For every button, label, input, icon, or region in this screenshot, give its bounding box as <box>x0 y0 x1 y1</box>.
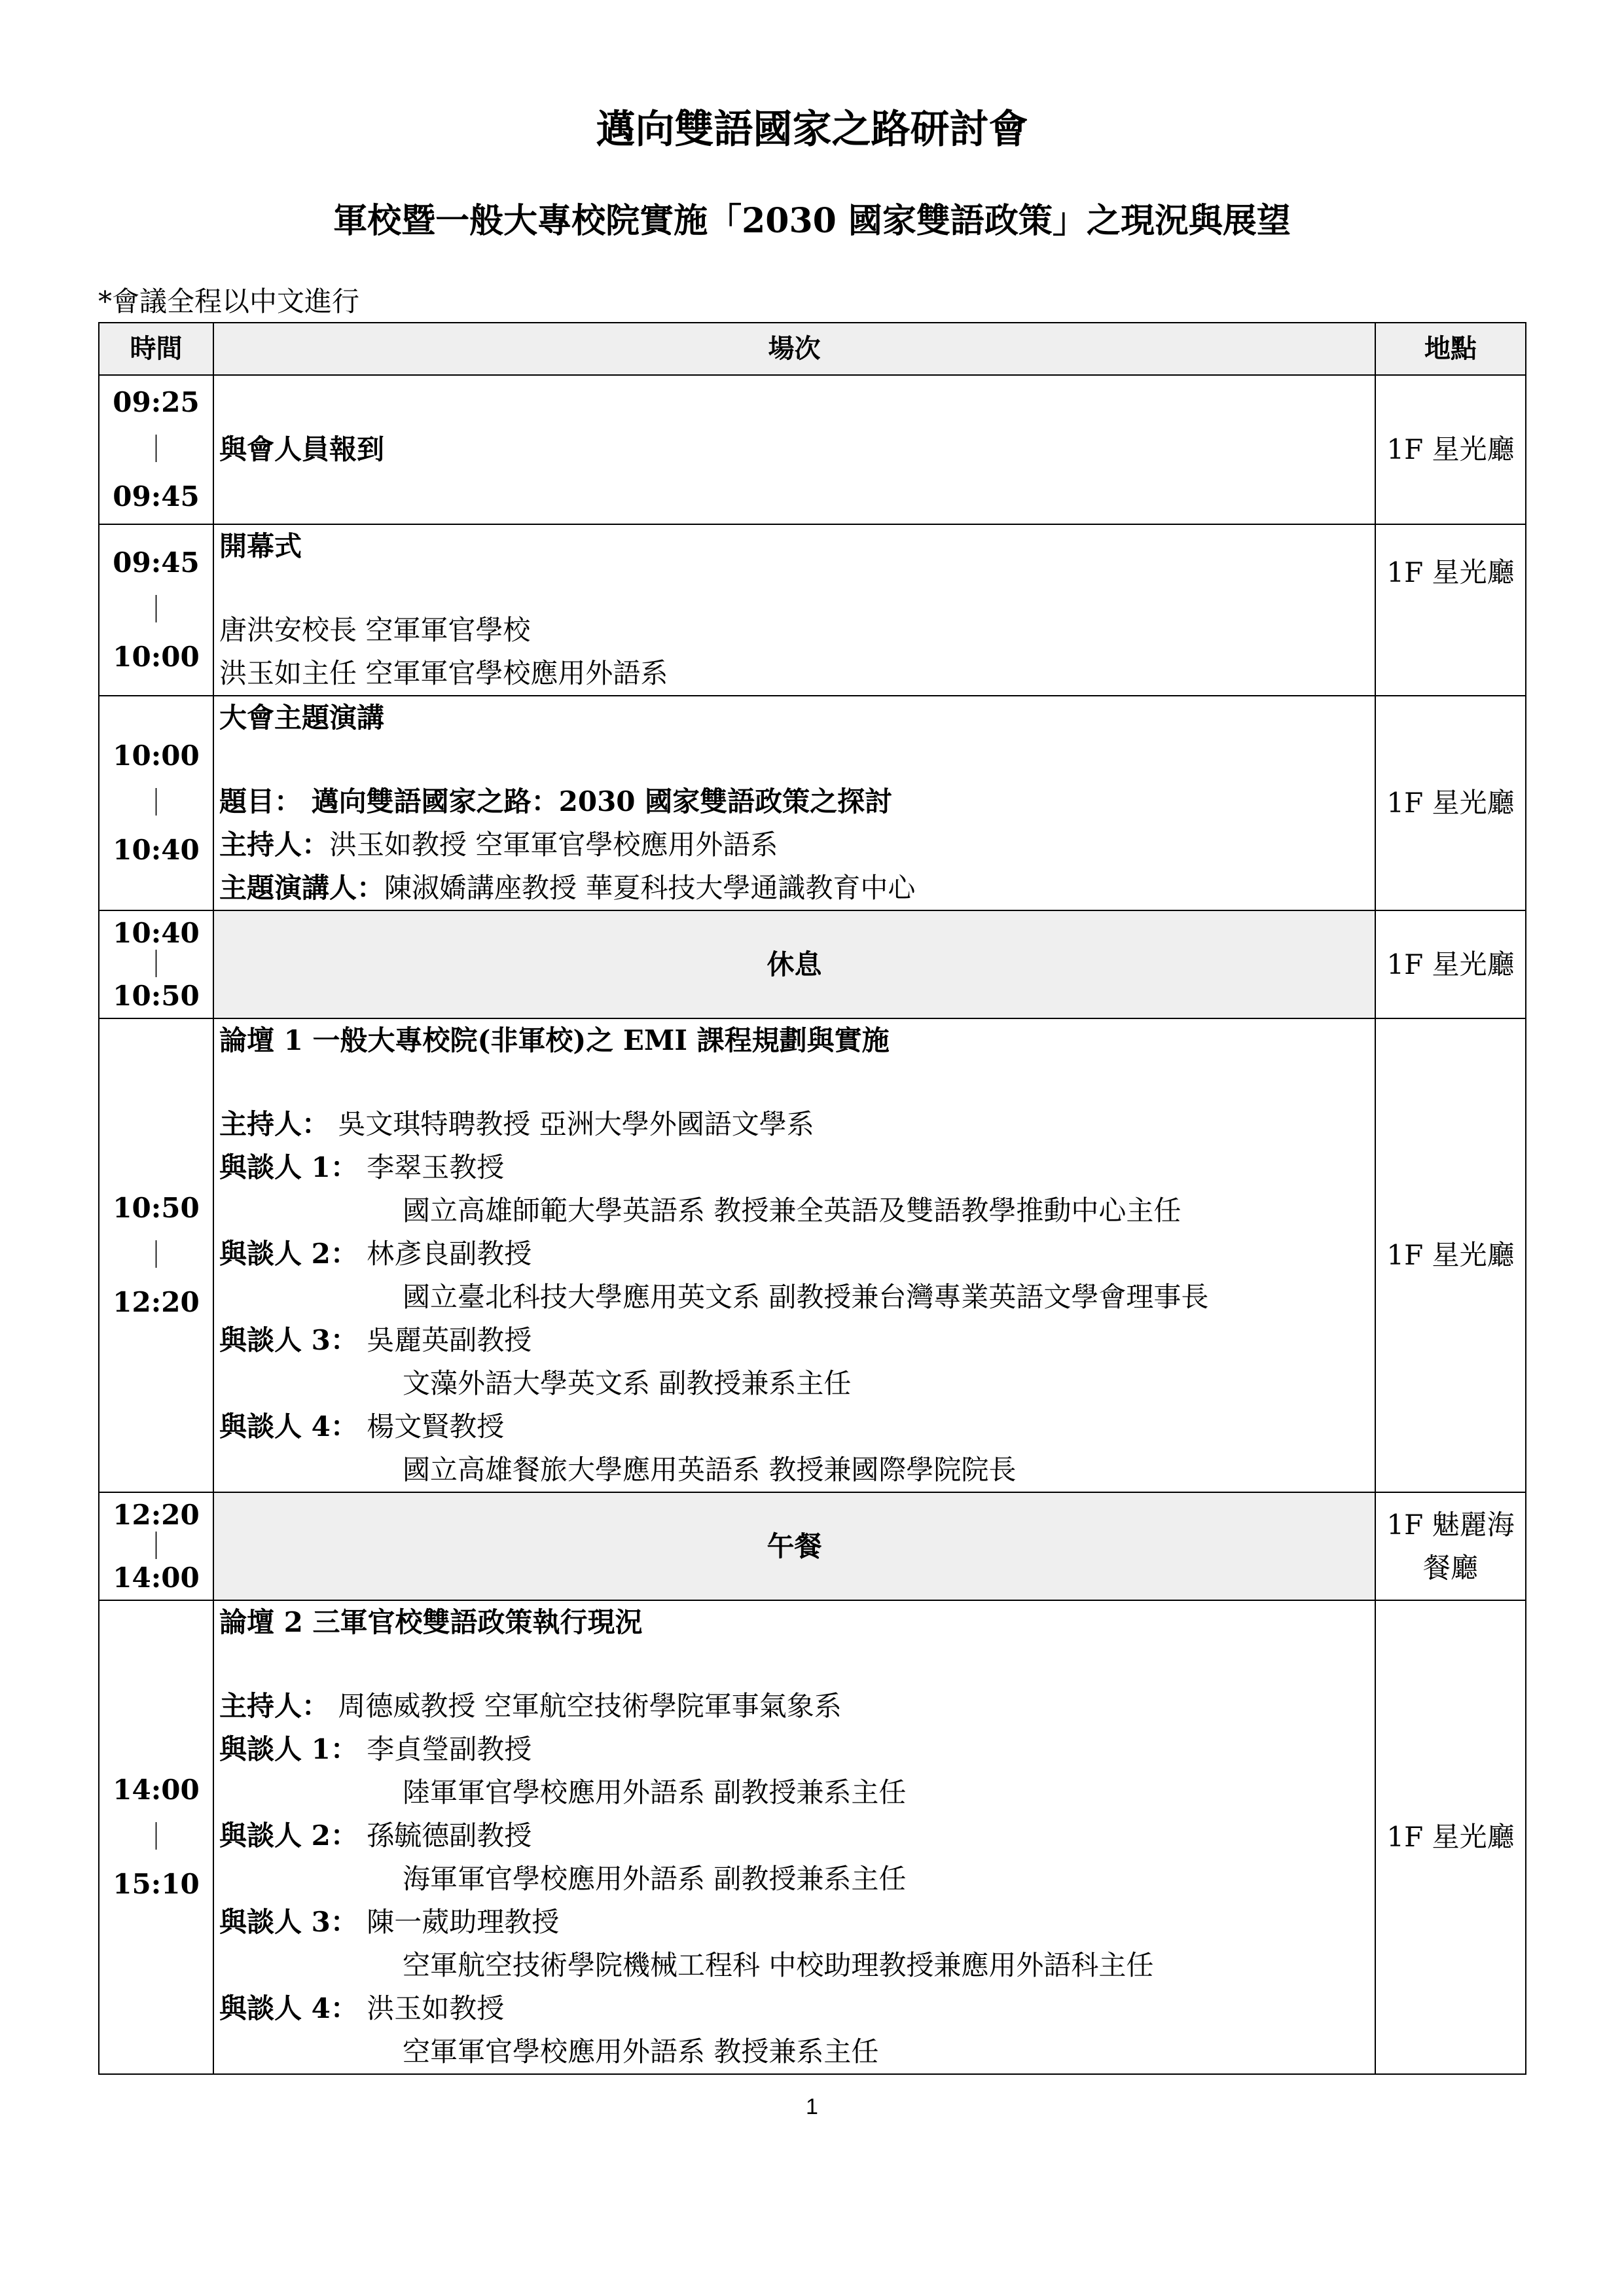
venue-cell: 1F 星光廳 <box>1375 1600 1526 2074</box>
time-cell <box>99 524 213 696</box>
end-time: 10:50 <box>113 979 200 1012</box>
host-text: 洪玉如教授 空軍軍官學校應用外語系 <box>329 829 778 861</box>
header-session: 場次 <box>213 323 1375 375</box>
header-venue: 地點 <box>1375 323 1526 375</box>
start-time: 12:20 <box>113 1498 200 1531</box>
panelist-affiliation: 空軍軍官學校應用外語系 教授兼系主任 <box>403 2036 879 2068</box>
time-separator: ｜ <box>142 1530 170 1562</box>
panelist-label: 與談人 2： <box>219 1238 358 1270</box>
panelist-name: 陳一葳助理教授 <box>357 1906 560 1938</box>
end-time: 09:45 <box>113 480 200 512</box>
venue-cell: 1F 星光廳 <box>1375 375 1526 524</box>
end-time: 15:10 <box>113 1868 200 1900</box>
panelist-name: 孫毓德副教授 <box>357 1820 532 1852</box>
schedule-table <box>98 322 1526 2075</box>
time-cell <box>99 910 213 1018</box>
session-title: 與會人員報到 <box>213 375 1375 524</box>
panelist-affiliation: 國立高雄師範大學英語系 教授兼全英語及雙語教學推動中心主任 <box>403 1194 1182 1227</box>
document-title: 邁向雙語國家之路研討會 <box>596 107 1028 152</box>
time-cell <box>99 1018 213 1492</box>
session-title: 論壇 1 一般大專校院(非軍校)之 EMI 課程規劃與實施 <box>219 1024 890 1056</box>
venue-cell <box>1375 1492 1526 1600</box>
panelist-name: 楊文賢教授 <box>357 1410 505 1443</box>
time-separator: ｜ <box>142 787 170 819</box>
panelist-affiliation: 海軍軍官學校應用外語系 副教授兼系主任 <box>403 1863 907 1895</box>
host-text: 吳文琪特聘教授 亞洲大學外國語文學系 <box>329 1108 814 1140</box>
topic-label: 題目： <box>219 785 302 817</box>
panelist-name: 吳麗英副教授 <box>357 1324 532 1356</box>
panelist-label: 與談人 4： <box>219 1410 358 1443</box>
venue-cell: 1F 星光廳 <box>1375 1018 1526 1492</box>
host-label: 主持人： <box>219 1108 330 1140</box>
session-title: 休息 <box>213 910 1375 1018</box>
table-row <box>99 1600 1526 2074</box>
session-line: 唐洪安校長 空軍軍官學校 <box>219 614 531 646</box>
time-cell <box>99 1600 213 2074</box>
time-separator: ｜ <box>142 1239 170 1271</box>
topic-text: 邁向雙語國家之路：2030 國家雙語政策之探討 <box>302 785 893 817</box>
table-row <box>99 524 1526 696</box>
table-row <box>99 375 1526 524</box>
time-separator: ｜ <box>142 1821 170 1853</box>
end-time: 12:20 <box>113 1286 200 1318</box>
start-time: 09:45 <box>113 547 200 579</box>
venue-cell: 1F 星光廳 <box>1375 696 1526 910</box>
table-row <box>99 910 1526 1018</box>
speaker-text: 陳淑嬌講座教授 華夏科技大學通識教育中心 <box>384 872 916 904</box>
venue-line: 餐廳 <box>1422 1551 1478 1584</box>
end-time: 10:00 <box>113 641 200 673</box>
session-line: 洪玉如主任 空軍軍官學校應用外語系 <box>219 657 668 689</box>
panelist-affiliation: 國立高雄餐旅大學應用英語系 教授兼國際學院院長 <box>403 1454 1017 1486</box>
venue-cell: 1F 星光廳 <box>1375 524 1526 696</box>
host-label: 主持人： <box>219 829 330 861</box>
start-time: 14:00 <box>113 1774 200 1806</box>
header-time: 時間 <box>99 323 213 375</box>
panelist-name: 洪玉如教授 <box>357 1992 505 2024</box>
panelist-name: 李翠玉教授 <box>357 1151 505 1183</box>
panelist-label: 與談人 3： <box>219 1906 358 1938</box>
host-text: 周德威教授 空軍航空技術學院軍事氣象系 <box>329 1690 842 1722</box>
document-subtitle: 軍校暨一般大專校院實施「2030 國家雙語政策」之現況與展望 <box>333 201 1291 241</box>
time-cell <box>99 375 213 524</box>
venue-cell: 1F 星光廳 <box>1375 910 1526 1018</box>
table-row <box>99 1018 1526 1492</box>
end-time: 14:00 <box>113 1561 200 1594</box>
panelist-label: 與談人 3： <box>219 1324 358 1356</box>
start-time: 10:00 <box>113 740 200 772</box>
session-title: 論壇 2 三軍官校雙語政策執行現況 <box>219 1606 643 1638</box>
time-separator: ｜ <box>142 594 170 626</box>
host-label: 主持人： <box>219 1690 330 1722</box>
panelist-label: 與談人 4： <box>219 1992 358 2024</box>
session-cell <box>213 1018 1375 1492</box>
panelist-name: 李貞瑩副教授 <box>357 1733 532 1765</box>
session-title: 午餐 <box>213 1492 1375 1600</box>
time-cell <box>99 1492 213 1600</box>
time-cell <box>99 696 213 910</box>
session-title: 大會主題演講 <box>219 702 385 734</box>
panelist-label: 與談人 1： <box>219 1733 358 1765</box>
end-time: 10:40 <box>113 834 200 866</box>
table-header-row <box>99 323 1526 375</box>
speaker-label: 主題演講人： <box>219 872 385 904</box>
session-cell <box>213 1600 1375 2074</box>
table-row <box>99 1492 1526 1600</box>
venue-line: 1F 魅麗海 <box>1386 1508 1515 1541</box>
time-separator: ｜ <box>142 433 170 465</box>
page-number: 1 <box>806 2094 818 2119</box>
panelist-affiliation: 空軍航空技術學院機械工程科 中校助理教授兼應用外語科主任 <box>403 1949 1154 1981</box>
start-time: 09:25 <box>113 386 200 418</box>
panelist-name: 林彥良副教授 <box>357 1238 532 1270</box>
panelist-label: 與談人 2： <box>219 1820 358 1852</box>
table-row <box>99 696 1526 910</box>
time-separator: ｜ <box>142 948 170 980</box>
panelist-affiliation: 陸軍軍官學校應用外語系 副教授兼系主任 <box>403 1776 907 1808</box>
panelist-affiliation: 國立臺北科技大學應用英文系 副教授兼台灣專業英語文學會理事長 <box>403 1281 1209 1313</box>
panelist-label: 與談人 1： <box>219 1151 358 1183</box>
start-time: 10:40 <box>113 916 200 949</box>
session-cell <box>213 524 1375 696</box>
session-cell <box>213 696 1375 910</box>
panelist-affiliation: 文藻外語大學英文系 副教授兼系主任 <box>403 1367 852 1399</box>
language-note: *會議全程以中文進行 <box>98 285 360 317</box>
session-title: 開幕式 <box>219 530 302 562</box>
start-time: 10:50 <box>113 1192 200 1224</box>
